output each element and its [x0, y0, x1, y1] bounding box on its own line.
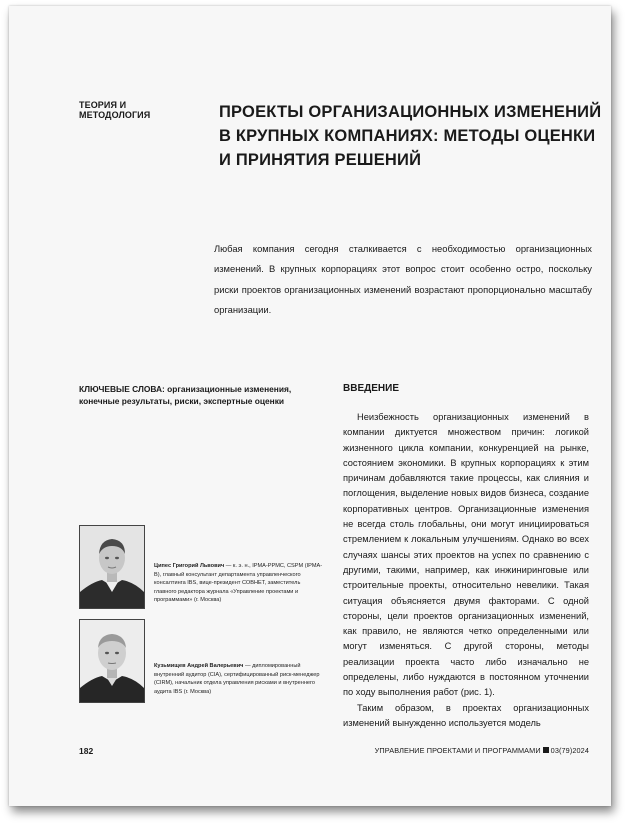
paragraph: Таким образом, в проектах организационных изменений вынужденно используется модель — [343, 702, 589, 728]
author-bio — [154, 662, 324, 696]
author-name: Ципес Григорий Львович — [154, 563, 225, 569]
title-line: В КРУПНЫХ КОМПАНИЯХ: МЕТОДЫ ОЦЕНКИ — [219, 127, 596, 145]
keywords-text: организационные изменения, конечные результаты, риски, экспертные оценки — [79, 384, 292, 406]
intro-body — [343, 410, 589, 731]
author-description: — к. э. н., IPMA-PPMC, CSPM (IPMA-B), главный консультант департамента управленческого консалтинга IBS, вице-президент СОВНЕТ, заместитель главного редактора журнала «Управление проектами и программами» (г. Москва) — [154, 563, 323, 603]
portrait-icon — [80, 620, 144, 702]
section-label: ТЕОРИЯ И МЕТОДОЛОГИЯ — [79, 100, 151, 120]
title-line: И ПРИНЯТИЯ РЕШЕНИЙ — [219, 151, 422, 169]
author-photo — [79, 619, 145, 703]
issue-number: 03(79)2024 — [550, 746, 589, 755]
title-line: ПРОЕКТЫ ОРГАНИЗАЦИОННЫХ ИЗМЕНЕНИЙ — [219, 103, 602, 121]
author-name: Кузьмищев Андрей Валерьевич — [154, 663, 244, 669]
page-number: 182 — [79, 746, 94, 756]
article-title — [219, 100, 609, 172]
portrait-icon — [80, 526, 144, 608]
author-bio — [154, 562, 324, 605]
author-photo — [79, 525, 145, 609]
issue-square-icon — [543, 747, 549, 753]
abstract: Любая компания сегодня сталкивается с необходимостью организационных изменений. В крупных корпорациях этот вопрос стоит особенно остро, поскольку риски проектов организационных изменений возрастают пропорционально масштабу организации. — [214, 243, 592, 315]
keywords-label: КЛЮЧЕВЫЕ СЛОВА: — [79, 384, 165, 394]
journal-footer — [375, 746, 589, 755]
paragraph: Неизбежность организационных изменений в компании диктуется множеством причин: логикой жизненного цикла компании, конкуренцией на рынке, состоянием экономики. В крупных корпорациях к этим причинам добавляются такие процессы, как слияния и поглощения, выделение новых видов бизнеса, создание корпоративных центров. Организационные изменения не всегда столь глобальны, они могут инициироваться стремлением к локальным улучшениям. Однако во всех случаях шансы этих проектов на успех по сравнению с другими, такими, например, как инжиниринговые или строительные проекты, относительно невелики. Такая ситуация объясняется двумя факторами. С одной стороны, цели проектов организационных изменений, как правило, не являются четко определенными или могут изменяться. С другой стороны, методы реализации проекта часто либо изначально не определены, либо нуждаются в постоянном уточнении по ходу выполнения работ (рис. 1). — [343, 412, 589, 698]
author-description: — дипломированный внутренний аудитор (CIA), сертифицированный риск-менеджер (CIRM), начальник отдела управления рисками и внутреннего аудита IBS (г. Москва) — [154, 663, 320, 695]
keywords — [79, 384, 319, 407]
journal-name: УПРАВЛЕНИЕ ПРОЕКТАМИ И ПРОГРАММАМИ — [374, 746, 541, 755]
intro-heading: ВВЕДЕНИЕ — [343, 383, 399, 394]
journal-page — [9, 6, 611, 806]
